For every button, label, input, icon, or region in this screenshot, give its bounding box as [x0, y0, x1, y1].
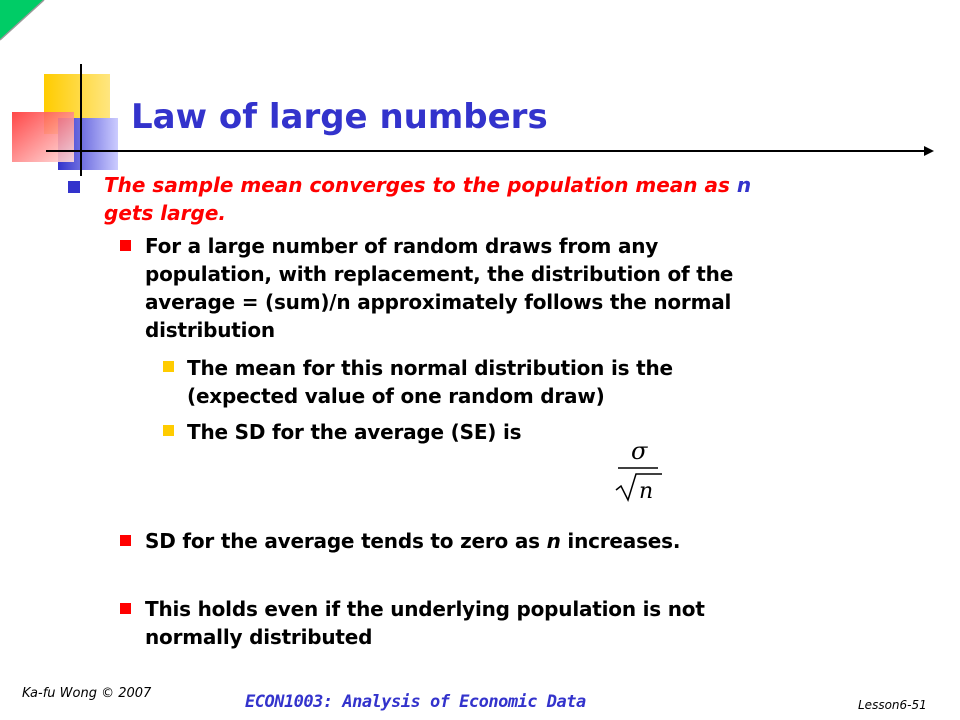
level3a-line2: (expected value of one random draw)	[187, 384, 605, 408]
level2a-line4: distribution	[145, 318, 275, 342]
level2a-line2: population, with replacement, the distribution of the	[145, 262, 734, 286]
footer-page: Lesson6-51	[858, 698, 927, 712]
level2a-bullet-text	[145, 232, 925, 344]
level2b-text-part1: SD for the average tends to zero as	[145, 529, 547, 553]
level2a-bullet-icon	[120, 240, 131, 251]
level2b-text-part2: increases.	[560, 529, 681, 553]
title-decoration-squares	[0, 60, 140, 180]
formula-denominator: n	[639, 479, 654, 504]
level2a-line3: average = (sum)/n approximately follows the normal	[145, 290, 732, 314]
title-underline-arrow	[46, 143, 936, 159]
level2b-bullet-icon	[120, 535, 131, 546]
slide-title: Law of large numbers	[131, 97, 548, 137]
level3a-bullet-text	[187, 354, 927, 410]
footer-author: Ka-fu Wong © 2007	[22, 686, 152, 701]
level3a-bullet-icon	[163, 361, 174, 372]
level1-var-n: n	[736, 173, 752, 197]
footer-course: ECON1003: Analysis of Economic Data	[245, 692, 586, 712]
level1-text-part2: gets large.	[104, 201, 227, 225]
level2b-bullet-text	[145, 527, 925, 555]
level2a-line1: For a large number of random draws from any	[145, 234, 659, 258]
level1-text-part1: The sample mean converges to the population mean as	[104, 173, 737, 197]
level2c-line1: This holds even if the underlying population is not	[145, 597, 705, 621]
level3b-bullet-text: The SD for the average (SE) is	[187, 420, 522, 444]
level2c-line2: normally distributed	[145, 625, 373, 649]
level2c-bullet-text	[145, 595, 925, 651]
level1-bullet-icon	[68, 181, 80, 193]
se-formula	[612, 434, 668, 506]
level3b-bullet-icon	[163, 425, 174, 436]
level2b-var-n: n	[546, 529, 561, 553]
formula-numerator: σ	[631, 437, 648, 465]
level3a-line1: The mean for this normal distribution is the	[187, 356, 673, 380]
level1-bullet-text	[104, 171, 904, 227]
corner-triangle-decoration	[0, 0, 50, 50]
level2c-bullet-icon	[120, 603, 131, 614]
